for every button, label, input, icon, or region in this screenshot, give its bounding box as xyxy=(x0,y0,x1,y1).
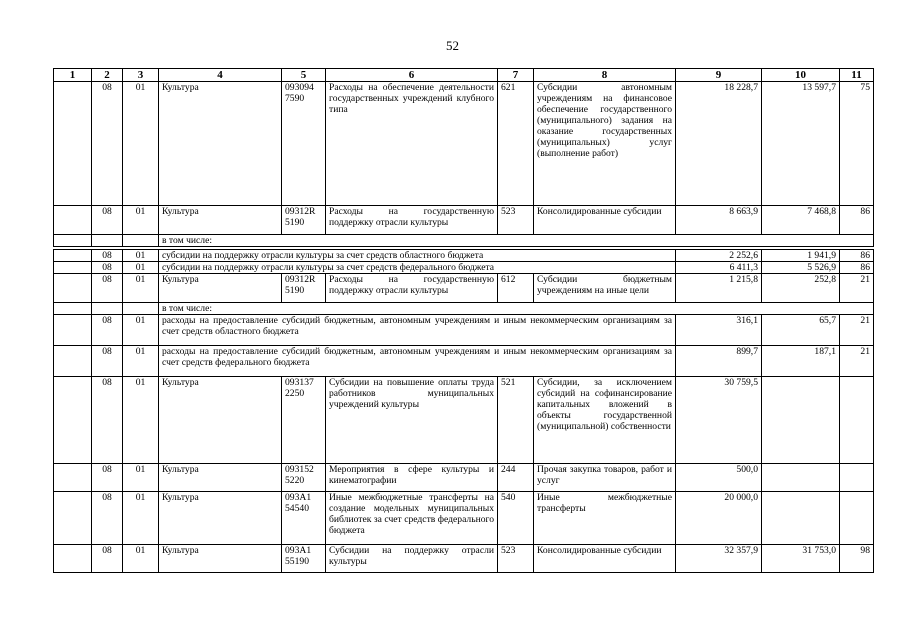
col-header-8: 8 xyxy=(534,69,676,82)
amount-executed: 252,8 xyxy=(762,274,840,303)
cell-empty xyxy=(54,82,92,206)
section-code: 08 xyxy=(92,377,123,464)
cell-empty xyxy=(123,235,159,247)
expense-type-name: Субсидии автономным учреждениям на финансовое обеспечение государственного (муниципального) задания на оказание государственных (муниципальных) услуг (выполнение работ) xyxy=(534,82,676,206)
subsection-code: 01 xyxy=(123,464,159,492)
budget-table xyxy=(53,68,874,573)
subsection-code: 01 xyxy=(123,315,159,346)
execution-percent: 21 xyxy=(840,346,874,377)
target-article-name: Мероприятия в сфере культуры и кинематографии xyxy=(326,464,498,492)
cell-empty xyxy=(54,315,92,346)
amount-executed xyxy=(762,377,840,464)
section-code: 08 xyxy=(92,206,123,235)
expense-type-code: 244 xyxy=(498,464,534,492)
col-header-1: 1 xyxy=(54,69,92,82)
expense-type-code: 612 xyxy=(498,274,534,303)
section-code: 08 xyxy=(92,274,123,303)
amount-executed: 13 597,7 xyxy=(762,82,840,206)
including-label: в том числе: xyxy=(159,235,874,247)
section-code: 08 xyxy=(92,346,123,377)
amount-planned: 32 357,9 xyxy=(676,545,762,573)
table-row xyxy=(54,545,874,573)
table-row xyxy=(54,206,874,235)
expense-type-name: Консолидированные субсидии xyxy=(534,545,676,573)
expense-type-name: Субсидии, за исключением субсидий на софинансирование капитальных вложений в объекты государственной (муниципальной) собственности xyxy=(534,377,676,464)
section-name: Культура xyxy=(159,274,282,303)
including-label: в том числе: xyxy=(159,303,874,315)
table-row xyxy=(54,274,874,303)
table-row xyxy=(54,250,874,262)
col-header-10: 10 xyxy=(762,69,840,82)
section-name: Культура xyxy=(159,545,282,573)
cell-empty xyxy=(54,545,92,573)
subsection-code: 01 xyxy=(123,82,159,206)
section-code: 08 xyxy=(92,545,123,573)
amount-executed: 65,7 xyxy=(762,315,840,346)
subsection-code: 01 xyxy=(123,250,159,262)
amount-planned: 8 663,9 xyxy=(676,206,762,235)
section-code: 08 xyxy=(92,464,123,492)
target-article-name: Расходы на государственную поддержку отрасли культуры xyxy=(326,206,498,235)
subsection-code: 01 xyxy=(123,377,159,464)
execution-percent xyxy=(840,464,874,492)
table-row xyxy=(54,492,874,545)
amount-planned: 2 252,6 xyxy=(676,250,762,262)
cell-empty xyxy=(54,464,92,492)
amount-planned: 899,7 xyxy=(676,346,762,377)
cell-empty xyxy=(54,346,92,377)
table-row xyxy=(54,82,874,206)
target-article-name: Субсидии на поддержку отрасли культуры xyxy=(326,545,498,573)
page-number: 52 xyxy=(446,38,459,53)
target-article-name: Субсидии на повышение оплаты труда работников муниципальных учреждений культуры xyxy=(326,377,498,464)
target-article-code: 09312R 5190 xyxy=(282,274,326,303)
target-article-code: 093152 5220 xyxy=(282,464,326,492)
target-article-code: 093094 7590 xyxy=(282,82,326,206)
target-article-code: 093A1 55190 xyxy=(282,545,326,573)
amount-executed: 187,1 xyxy=(762,346,840,377)
cell-empty xyxy=(54,303,92,315)
cell-empty xyxy=(54,492,92,545)
col-header-3: 3 xyxy=(123,69,159,82)
cell-empty xyxy=(54,274,92,303)
subsection-code: 01 xyxy=(123,262,159,274)
col-header-5: 5 xyxy=(282,69,326,82)
section-name: Культура xyxy=(159,492,282,545)
subitem-description: расходы на предоставление субсидий бюджетным, автономным учреждениям и иным некоммерческим организациям за счет средств областного бюджета xyxy=(159,315,676,346)
section-name: Культура xyxy=(159,82,282,206)
execution-percent: 75 xyxy=(840,82,874,206)
execution-percent: 86 xyxy=(840,206,874,235)
col-header-9: 9 xyxy=(676,69,762,82)
section-code: 08 xyxy=(92,250,123,262)
amount-planned: 1 215,8 xyxy=(676,274,762,303)
table-row xyxy=(54,464,874,492)
cell-empty xyxy=(54,235,92,247)
target-article-name: Расходы на государственную поддержку отрасли культуры xyxy=(326,274,498,303)
cell-empty xyxy=(123,303,159,315)
subsection-code: 01 xyxy=(123,492,159,545)
subitem-description: субсидии на поддержку отрасли культуры за счет средств областного бюджета xyxy=(159,250,676,262)
section-code: 08 xyxy=(92,315,123,346)
target-article-code: 093A1 54540 xyxy=(282,492,326,545)
cell-empty xyxy=(92,303,123,315)
amount-executed: 5 526,9 xyxy=(762,262,840,274)
execution-percent: 86 xyxy=(840,262,874,274)
section-code: 08 xyxy=(92,492,123,545)
col-header-4: 4 xyxy=(159,69,282,82)
subsection-code: 01 xyxy=(123,206,159,235)
expense-type-name: Субсидии бюджетным учреждениям на иные цели xyxy=(534,274,676,303)
amount-executed xyxy=(762,492,840,545)
subitem-description: субсидии на поддержку отрасли культуры за счет средств федерального бюджета xyxy=(159,262,676,274)
expense-type-code: 523 xyxy=(498,545,534,573)
amount-planned: 6 411,3 xyxy=(676,262,762,274)
col-header-2: 2 xyxy=(92,69,123,82)
subitem-description: расходы на предоставление субсидий бюджетным, автономным учреждениям и иным некоммерческим организациям за счет средств федерального бюджета xyxy=(159,346,676,377)
amount-planned: 18 228,7 xyxy=(676,82,762,206)
amount-planned: 20 000,0 xyxy=(676,492,762,545)
table-row xyxy=(54,303,874,315)
expense-type-name: Консолидированные субсидии xyxy=(534,206,676,235)
table-row xyxy=(54,315,874,346)
amount-executed: 7 468,8 xyxy=(762,206,840,235)
target-article-name: Иные межбюджетные трансферты на создание модельных муниципальных библиотек за счет средств федерального бюджета xyxy=(326,492,498,545)
section-code: 08 xyxy=(92,262,123,274)
cell-empty xyxy=(54,377,92,464)
expense-type-name: Прочая закупка товаров, работ и услуг xyxy=(534,464,676,492)
amount-planned: 30 759,5 xyxy=(676,377,762,464)
execution-percent: 21 xyxy=(840,315,874,346)
section-name: Культура xyxy=(159,377,282,464)
execution-percent: 86 xyxy=(840,250,874,262)
subsection-code: 01 xyxy=(123,274,159,303)
amount-planned: 500,0 xyxy=(676,464,762,492)
execution-percent: 98 xyxy=(840,545,874,573)
amount-executed: 1 941,9 xyxy=(762,250,840,262)
table-row xyxy=(54,262,874,274)
col-header-11: 11 xyxy=(840,69,874,82)
amount-planned: 316,1 xyxy=(676,315,762,346)
execution-percent xyxy=(840,492,874,545)
subsection-code: 01 xyxy=(123,545,159,573)
amount-executed: 31 753,0 xyxy=(762,545,840,573)
target-article-name: Расходы на обеспечение деятельности государственных учреждений клубного типа xyxy=(326,82,498,206)
amount-executed xyxy=(762,464,840,492)
table-row xyxy=(54,235,874,247)
section-name: Культура xyxy=(159,464,282,492)
cell-empty xyxy=(54,206,92,235)
expense-type-code: 521 xyxy=(498,377,534,464)
table-row xyxy=(54,377,874,464)
expense-type-code: 621 xyxy=(498,82,534,206)
header-row xyxy=(54,69,874,82)
cell-empty xyxy=(54,262,92,274)
subsection-code: 01 xyxy=(123,346,159,377)
table-row xyxy=(54,346,874,377)
execution-percent xyxy=(840,377,874,464)
execution-percent: 21 xyxy=(840,274,874,303)
expense-type-name: Иные межбюджетные трансферты xyxy=(534,492,676,545)
col-header-6: 6 xyxy=(326,69,498,82)
section-code: 08 xyxy=(92,82,123,206)
section-name: Культура xyxy=(159,206,282,235)
target-article-code: 093137 2250 xyxy=(282,377,326,464)
cell-empty xyxy=(54,250,92,262)
target-article-code: 09312R 5190 xyxy=(282,206,326,235)
cell-empty xyxy=(92,235,123,247)
expense-type-code: 523 xyxy=(498,206,534,235)
expense-type-code: 540 xyxy=(498,492,534,545)
col-header-7: 7 xyxy=(498,69,534,82)
